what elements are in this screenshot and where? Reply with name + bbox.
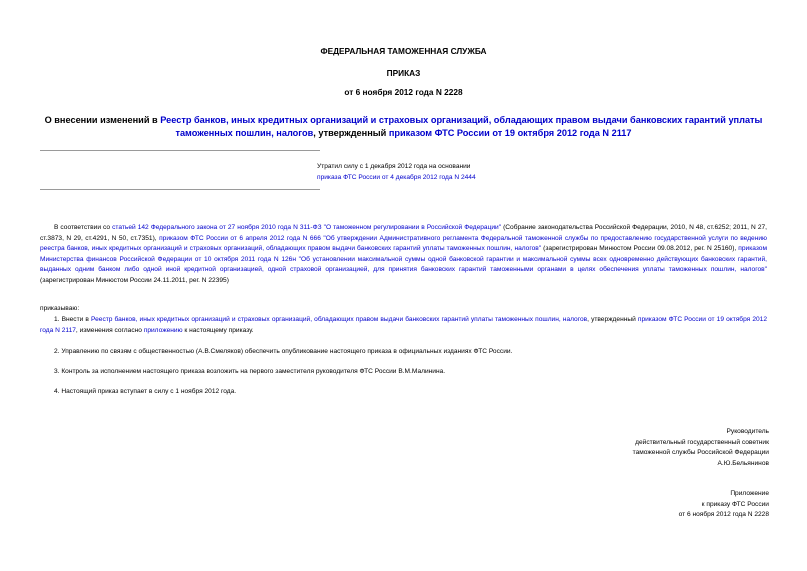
lost-force-link[interactable]: приказа ФТС России от 4 декабря 2012 года N 2444 <box>317 174 476 181</box>
item-1-text-3: , изменения согласно <box>75 326 144 334</box>
appendix-label: Приложение <box>730 490 769 497</box>
document-date-number: от 6 ноября 2012 года N 2228 <box>344 87 463 97</box>
item-1-text-1: 1. Внести в <box>54 316 91 323</box>
title-text-mid: , утвержденный <box>313 128 389 138</box>
preamble-link-order-666[interactable]: приказом ФТС России от 6 апреля 2012 года N 666 "Об утверждении Административного регламента Федеральной таможенной службы по предоставлению государственной услуги по ведению реестра банков, иных кредитных организаций и страховых организаций, обладающих правом выдачи банковских гарантий уплаты таможенных пошлин, налогов" <box>40 234 767 252</box>
appendix-block <box>489 489 769 521</box>
item-4-paragraph: 4. Настоящий приказ вступает в силу с 1 ноября 2012 года. <box>54 388 237 395</box>
item-1-link-order-2117[interactable]: приказом ФТС России от 19 октября 2012 года N 2117 <box>40 316 767 334</box>
preamble-text-2: (Собрание законодательства Российской Федерации, 2010, N 48, ст.6252; 2011, N 27, ст.3873, N 29, ст.4291, N 50, ст.7351), <box>40 224 767 242</box>
appendix-date: от 6 ноября 2012 года N 2228 <box>678 511 769 519</box>
signature-block <box>489 427 769 469</box>
item-1-paragraph <box>40 315 767 336</box>
organization-heading: ФЕДЕРАЛЬНАЯ ТАМОЖЕННАЯ СЛУЖБА <box>320 46 487 56</box>
divider-bottom <box>40 189 320 190</box>
title-link-registry[interactable]: Реестр банков, иных кредитных организаций и страховых организаций, обладающих правом выдачи банковских гарантий уплаты таможенных пошлин, налогов <box>160 115 763 138</box>
preamble-text-1: В соответствии со <box>54 224 113 231</box>
lost-force-text: Утратил силу с 1 декабря 2012 года на основании <box>317 163 471 170</box>
item-1-text-2: , утвержденный <box>587 316 638 323</box>
title-text-pre: О внесении изменений в <box>44 115 161 125</box>
appendix-reference: к приказу ФТС России <box>701 500 769 508</box>
signature-rank: действительный государственный советник <box>635 438 769 446</box>
signature-position: Руководитель <box>726 428 769 435</box>
signature-name: А.Ю.Бельянинов <box>717 459 769 467</box>
order-word: приказываю: <box>40 305 80 312</box>
title-link-order-2117[interactable]: приказом ФТС России от 19 октября 2012 года N 2117 <box>388 128 632 138</box>
preamble-paragraph <box>40 223 767 286</box>
item-1-link-appendix[interactable]: приложению <box>143 326 183 334</box>
item-2-paragraph: 2. Управлению по связям с общественностью (А.В.Смеляков) обеспечить опубликование настоящего приказа в официальных изданиях ФТС России. <box>54 348 513 355</box>
signature-service: таможенной службы Российской Федерации <box>632 449 769 457</box>
lost-force-note <box>317 161 476 183</box>
preamble-link-order-126n[interactable]: приказом Министерства финансов Российской Федерации от 10 октября 2011 года N 126н "Об установлении максимальной суммы одной банковской гарантии и максимальной суммы всех одновременно действующих банковских гарантий, выданных одним банком либо одной иной кредитной организацией, одной страховой организацией, для принятия банковских гарантий таможенными органами в целях обеспечения уплаты таможенных пошлин, налогов" <box>40 245 767 273</box>
item-1-link-registry[interactable]: Реестр банков, иных кредитных организаций и страховых организаций, обладающих правом выдачи банковских гарантий уплаты таможенных пошлин, налогов <box>91 316 588 323</box>
item-1-text-4: к настоящему приказу. <box>182 326 254 334</box>
preamble-link-law-311fz[interactable]: статьей 142 Федерального закона от 27 ноября 2010 года N 311-ФЗ "О таможенном регулировании в Российской Федерации" <box>112 224 502 231</box>
preamble-text-3: (зарегистрирован Минюстом России 09.08.2012, рег. N 25160), <box>541 245 739 252</box>
preamble-text-4: (зарегистрирован Минюстом России 24.11.2011, рег. N 22395) <box>40 276 229 284</box>
item-3-paragraph: 3. Контроль за исполнением настоящего приказа возложить на первого заместителя руководителя ФТС России В.М.Малинина. <box>54 368 446 375</box>
document-type-heading: ПРИКАЗ <box>386 68 421 78</box>
divider-top <box>40 150 320 151</box>
document-title <box>40 114 767 140</box>
